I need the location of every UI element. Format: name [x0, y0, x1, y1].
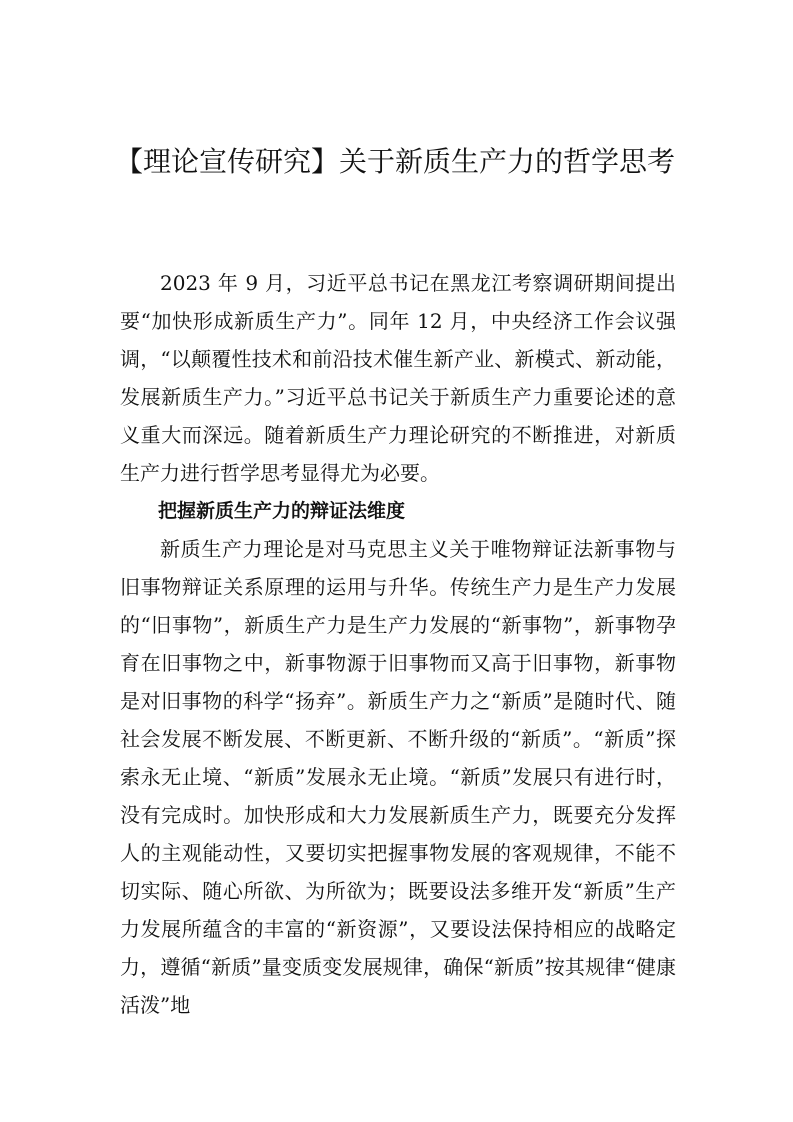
- intro-paragraph-block: [120, 264, 676, 492]
- section-paragraph-block: [120, 530, 676, 1024]
- intro-paragraph: 2023 年 9 月，习近平总书记在黑龙江考察调研期间提出要“加快形成新质生产力”。同年 12 月，中央经济工作会议强调，“以颠覆性技术和前沿技术催生新产业、新模式、新动能，发展新质生产力。”习近平总书记关于新质生产力重要论述的意义重大而深远。随着新质生产力理论研究的不断推进，对新质生产力进行哲学思考显得尤为必要。: [120, 271, 676, 485]
- document-title: 【理论宣传研究】关于新质生产力的哲学思考: [114, 145, 675, 178]
- section-heading: 把握新质生产力的辩证法维度: [158, 500, 406, 522]
- section-paragraph: 新质生产力理论是对马克思主义关于唯物辩证法新事物与旧事物辩证关系原理的运用与升华。传统生产力是生产力发展的“旧事物”，新质生产力是生产力发展的“新事物”，新事物孕育在旧事物之中，新事物源于旧事物而又高于旧事物，新事物是对旧事物的科学“扬弃”。新质生产力之“新质”是随时代、随社会发展不断发展、不断更新、不断升级的“新质”。“新质”探索永无止境、“新质”发展永无止境。“新质”发展只有进行时，没有完成时。加快形成和大力发展新质生产力，既要充分发挥人的主观能动性，又要切实把握事物发展的客观规律，不能不切实际、随心所欲、为所欲为；既要设法多维开发“新质”生产力发展所蕴含的丰富的“新资源”，又要设法保持相应的战略定力，遵循“新质”量变质变发展规律，确保“新质”按其规律“健康活泼”地: [120, 537, 676, 1017]
- section-heading-block: [120, 492, 676, 530]
